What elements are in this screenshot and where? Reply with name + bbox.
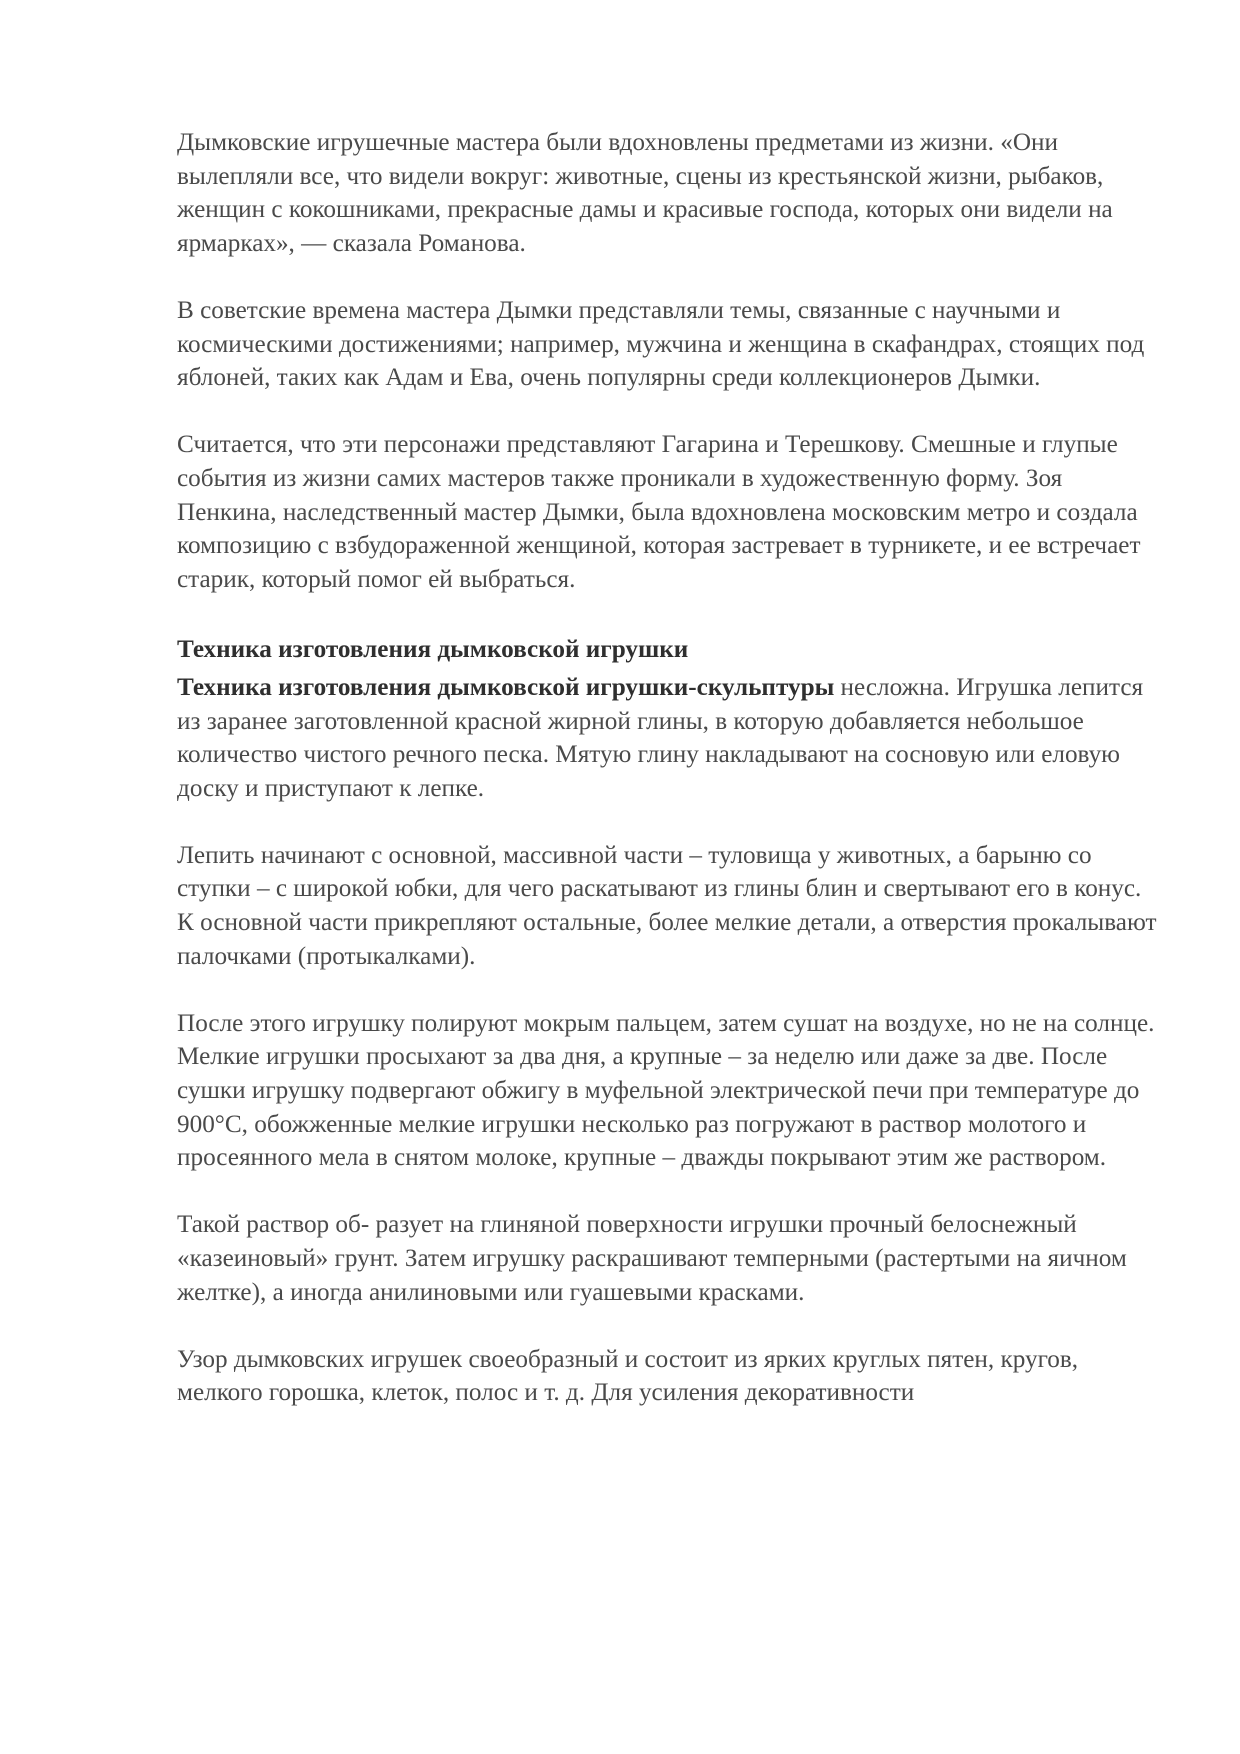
section-heading: Техника изготовления дымковской игрушки bbox=[177, 636, 689, 664]
paragraph-gagarin-tereshkova: Считается, что эти персонажи представляют Гагарина и Терешкову. Смешные и глупые события из жизни самих мастеров также проникали в художественную форму. Зоя Пенкина, наследственный мастер Дымки, была вдохновлена московским метро и создала композицию с взбудораженной женщиной, которая застревает в турникете, и ее встречает старик, который помог ей выбраться. bbox=[177, 431, 1141, 593]
paragraph-dymkovo-masters: Дымковские игрушечные мастера были вдохновлены предметами из жизни. «Они вылепляли все, что видели вокруг: животные, сцены из крестьянской жизни, рыбаков, женщин с кокошниками, прекрасные дамы и красивые господа, которых они видели на ярмарках», — сказала Романова. bbox=[177, 129, 1113, 257]
paragraph-painting: Такой раствор об- разует на глиняной поверхности игрушки прочный белоснежный «казеиновый» грунт. Затем игрушку раскрашивают темперными (растертыми на яичном желтке), а иногда анилиновыми или гуашевыми красками. bbox=[177, 1211, 1127, 1306]
paragraph-soviet-themes: В советские времена мастера Дымки представляли темы, связанные с научными и космическими достижениями; например, мужчина и женщина в скафандрах, стоящих под яблоней, таких как Адам и Ева, очень популярны среди коллекционеров Дымки. bbox=[177, 296, 1145, 392]
paragraph-pattern: Узор дымковских игрушек своеобразный и состоит из ярких круглых пятен, кругов, мелкого горошка, клеток, полос и т. д. Для усиления декоративности bbox=[177, 1345, 1079, 1407]
paragraph-technique-intro bbox=[177, 671, 1162, 805]
paragraph-sculpting: Лепить начинают с основной, массивной части – туловища у животных, а барыню со ступки – с широкой юбки, для чего раскатывают из глины блин и свертывают его в конус. К основной части прикрепляют остальные, более мелкие детали, а отверстия прокалывают палочками (протыкалками). bbox=[177, 841, 1157, 970]
technique-intro-bold: Техника изготовления дымковской игрушки-скульптуры bbox=[177, 673, 835, 701]
technique-intro-rest: несложна. Игрушка лепится из заранее заготовленной красной жирной глины, в которую добавляется небольшое количество чистого речного песка. Мятую глину накладывают на сосновую или еловую доску и приступают к лепке. bbox=[177, 673, 1144, 802]
paragraph-drying-firing: После этого игрушку полируют мокрым пальцем, затем сушат на воздухе, но не на солнце. Мелкие игрушки просыхают за два дня, а крупные – за неделю или даже за две. После сушки игрушку подвергают обжигу в муфельной электрической печи при температуре до 900°С, обожженные мелкие игрушки несколько раз погружают в раствор молотого и просеянного мела в снятом молоке, крупные – дважды покрывают этим же раствором. bbox=[177, 1009, 1155, 1172]
document-body bbox=[177, 126, 1162, 1410]
